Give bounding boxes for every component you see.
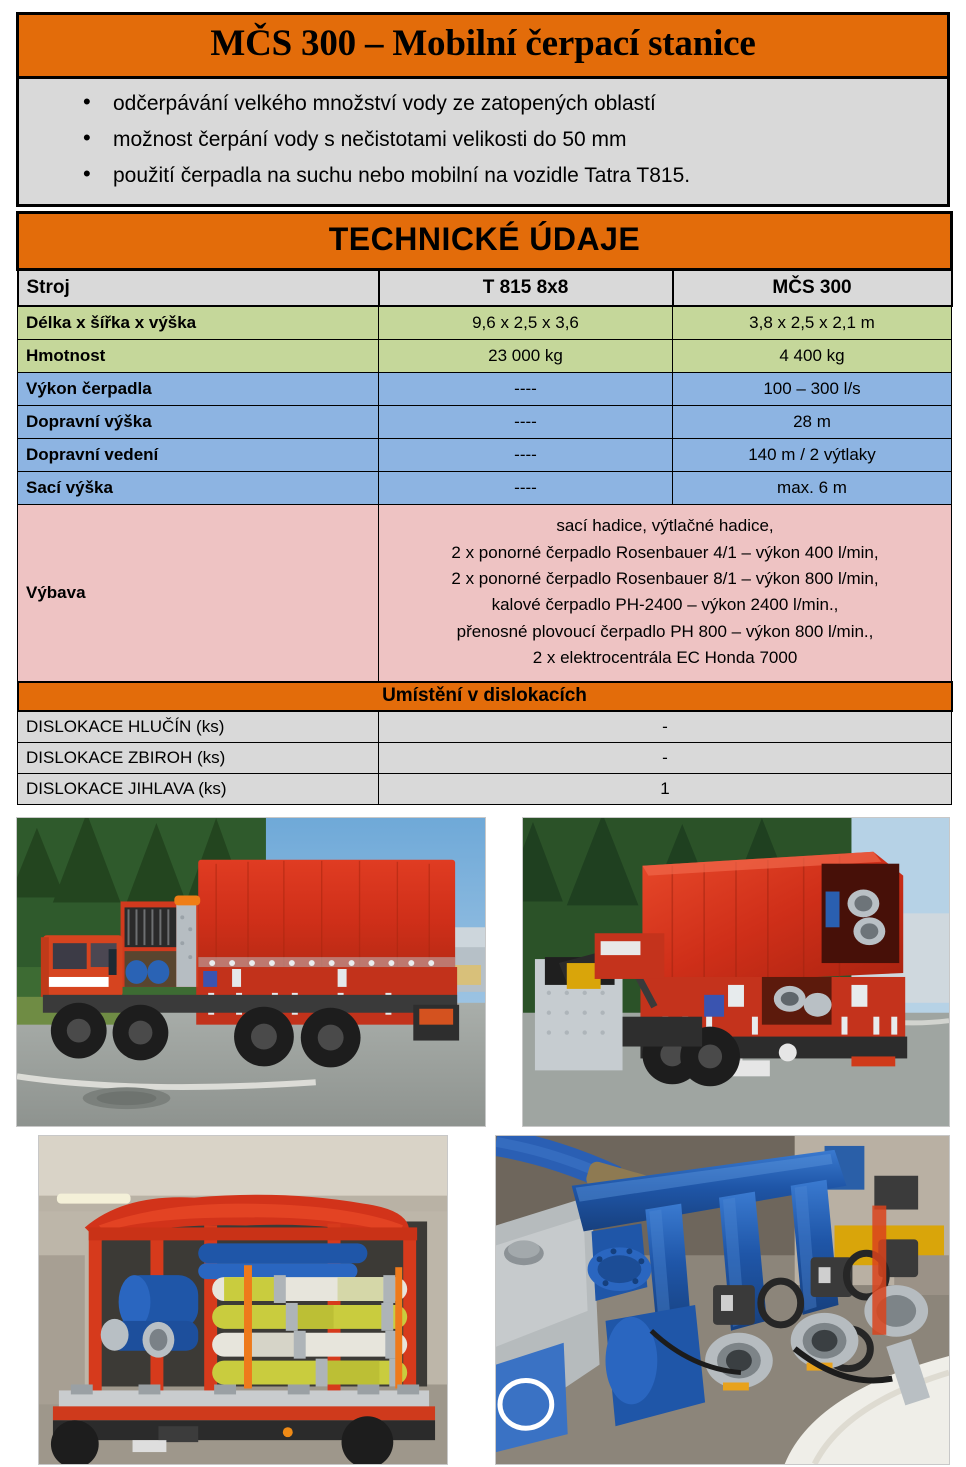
column-header-t815: T 815 8x8 <box>379 270 673 307</box>
row-label-suction-height: Sací výška <box>18 472 379 505</box>
table-row <box>18 406 952 439</box>
table-row <box>18 743 952 774</box>
dislocation-label-hlucin: DISLOKACE HLUČÍN (ks) <box>18 711 379 743</box>
photo-row-bottom <box>16 1135 950 1465</box>
dislocation-value-jihlava: 1 <box>379 774 952 805</box>
table-row <box>18 340 952 373</box>
cell-weight-t815: 23 000 kg <box>379 340 673 373</box>
photo-pump-module-hoses <box>38 1135 448 1465</box>
equipment-list <box>379 505 952 683</box>
column-header-machine: Stroj <box>18 270 379 307</box>
equipment-line: 2 x elektrocentrála EC Honda 7000 <box>532 647 798 667</box>
dislocation-label-zbiroh: DISLOKACE ZBIROH (ks) <box>18 743 379 774</box>
table-column-header-row <box>18 270 952 307</box>
equipment-line: kalové čerpadlo PH-2400 – výkon 2400 l/min., <box>491 595 839 615</box>
table-row <box>18 711 952 743</box>
equipment-line: přenosné plovoucí čerpadlo PH 800 – výkon 800 l/min., <box>456 621 874 641</box>
cell-pump-output-mcs300: 100 – 300 l/s <box>673 373 952 406</box>
page-title: MČS 300 – Mobilní čerpací stanice <box>19 15 947 79</box>
photo-truck-side-view <box>16 817 486 1127</box>
row-label-delivery-line: Dopravní vedení <box>18 439 379 472</box>
cell-suction-height-mcs300: max. 6 m <box>673 472 952 505</box>
cell-suction-height-t815: ---- <box>379 472 673 505</box>
intro-bullet-item: • možnost čerpání vody s nečistotami velikosti do 50 mm <box>83 129 947 150</box>
equipment-line: 2 x ponorné čerpadlo Rosenbauer 8/1 – výkon 800 l/min, <box>451 568 879 588</box>
table-row <box>18 439 952 472</box>
row-label-pump-output: Výkon čerpadla <box>18 373 379 406</box>
cell-delivery-height-mcs300: 28 m <box>673 406 952 439</box>
photo-gallery <box>16 817 950 1465</box>
dislocation-label-jihlava: DISLOKACE JIHLAVA (ks) <box>18 774 379 805</box>
cell-delivery-line-mcs300: 140 m / 2 výtlaky <box>673 439 952 472</box>
photo-pump-module-hoses-graphic <box>39 1136 447 1464</box>
equipment-row <box>18 505 952 683</box>
cell-weight-mcs300: 4 400 kg <box>673 340 952 373</box>
photo-row-top <box>16 817 950 1127</box>
dislocation-value-zbiroh: - <box>379 743 952 774</box>
technical-section-header-row <box>18 213 952 270</box>
intro-bullet-list <box>19 79 947 204</box>
cell-delivery-height-t815: ---- <box>379 406 673 439</box>
cell-dimensions-mcs300: 3,8 x 2,5 x 2,1 m <box>673 306 952 340</box>
table-row <box>18 472 952 505</box>
dislocation-value-hlucin: - <box>379 711 952 743</box>
column-header-mcs300: MČS 300 <box>673 270 952 307</box>
photo-pump-manifold-detail-graphic <box>496 1136 949 1464</box>
intro-bullet-item: • odčerpávání velkého množství vody ze zatopených oblastí <box>83 93 947 114</box>
dislocation-section-title: Umístění v dislokacích <box>18 682 952 711</box>
photo-truck-rear-view <box>522 817 950 1127</box>
row-label-dimensions: Délka x šířka x výška <box>18 306 379 340</box>
equipment-line: 2 x ponorné čerpadlo Rosenbauer 4/1 – výkon 400 l/min, <box>451 542 879 562</box>
cell-pump-output-t815: ---- <box>379 373 673 406</box>
equipment-line: sací hadice, výtlačné hadice, <box>556 516 774 536</box>
row-label-delivery-height: Dopravní výška <box>18 406 379 439</box>
row-label-equipment: Výbava <box>18 505 379 683</box>
row-label-weight: Hmotnost <box>18 340 379 373</box>
cell-dimensions-t815: 9,6 x 2,5 x 3,6 <box>379 306 673 340</box>
photo-truck-rear-view-graphic <box>523 818 949 1126</box>
technical-section-title: TECHNICKÉ ÚDAJE <box>18 213 952 270</box>
table-row <box>18 373 952 406</box>
photo-truck-side-view-graphic <box>17 818 485 1126</box>
dislocation-section-header-row <box>18 682 952 711</box>
table-row <box>18 306 952 340</box>
photo-pump-manifold-detail <box>495 1135 950 1465</box>
header-block <box>16 12 950 207</box>
intro-bullet-item: • použití čerpadla na suchu nebo mobilní na vozidle Tatra T815. <box>83 165 947 186</box>
table-row <box>18 774 952 805</box>
technical-data-table <box>16 211 953 805</box>
cell-delivery-line-t815: ---- <box>379 439 673 472</box>
